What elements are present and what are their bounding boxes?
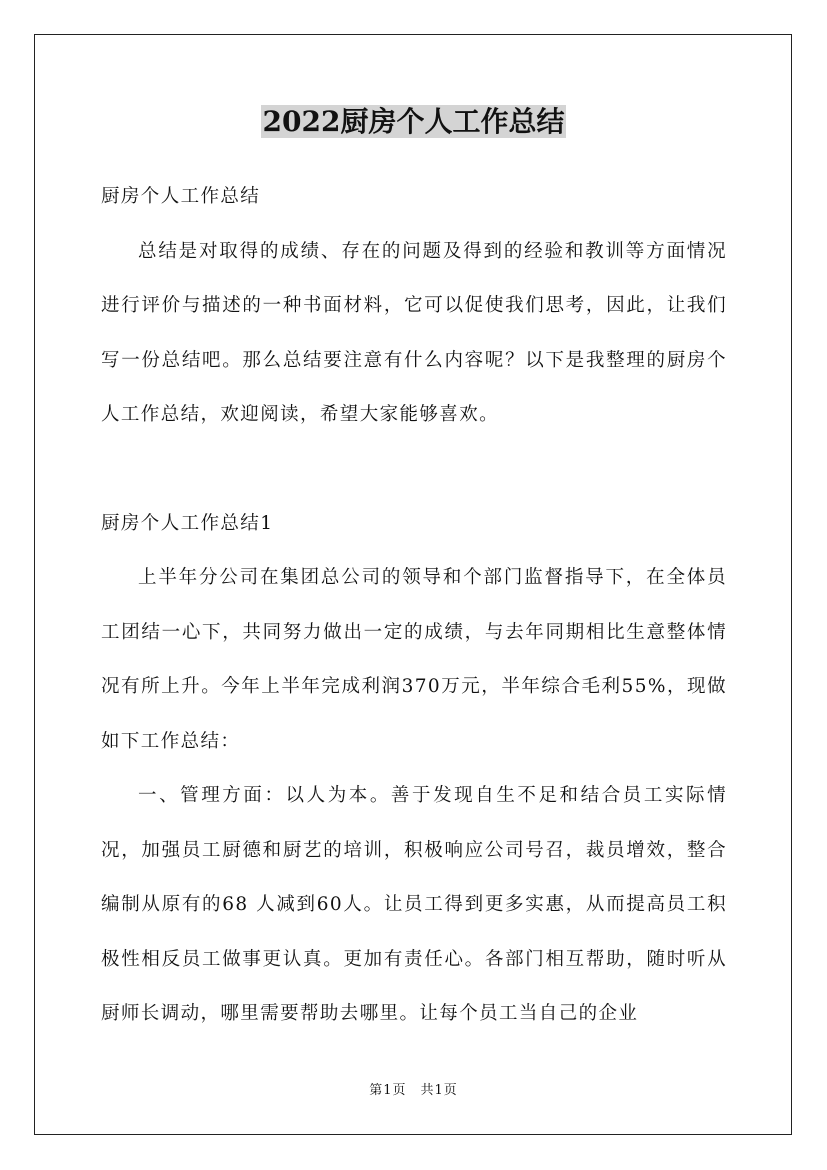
document-title-wrapper — [0, 102, 827, 142]
page-footer: 第1页 共1页 — [369, 1083, 458, 1098]
section-heading: 厨房个人工作总结 — [101, 186, 261, 207]
section-heading-1: 厨房个人工作总结1 — [101, 512, 274, 534]
document-body — [101, 170, 727, 1042]
intro-paragraph: 总结是对取得的成绩、存在的问题及得到的经验和教训等方面情况进行评价与描述的一种书面材料，它可以促使我们思考，因此，让我们写一份总结吧。那么总结要注意有什么内容呢？以下是我整理的厨房个人工作总结，欢迎阅读，希望大家能够喜欢。 — [101, 240, 727, 425]
body-paragraph: 上半年分公司在集团总公司的领导和个部门监督指导下，在全体员工团结一心下，共同努力做出一定的成绩，与去年同期相比生意整体情况有所上升。今年上半年完成利润370万元，半年综合毛利55%，现做如下工作总结： — [101, 567, 727, 752]
document-title: 2022厨房个人工作总结 — [262, 105, 565, 138]
body-paragraph: 一、管理方面：以人为本。善于发现自生不足和结合员工实际情况，加强员工厨德和厨艺的培训，积极响应公司号召，裁员增效，整合编制从原有的68 人减到60人。让员工得到更多实惠，从而提高员工积极性相反员工做事更认真。更加有责任心。各部门相互帮助，随时听从厨师长调动，哪里需要帮助去哪里。让每个员工当自己的企业 — [101, 785, 727, 1024]
